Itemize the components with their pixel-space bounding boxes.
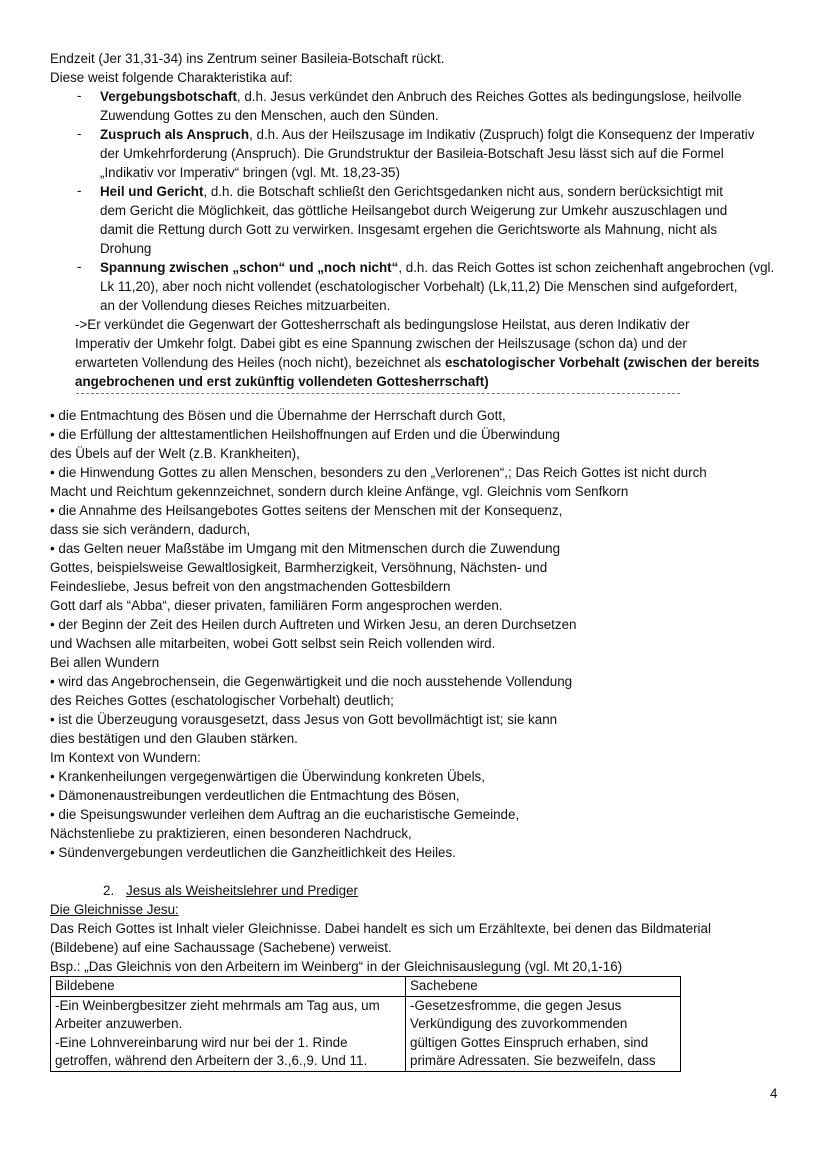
term: Zuspruch als Anspruch <box>100 127 250 142</box>
list-item-cont: dem Gericht die Möglichkeit, das göttliche Heilsangebot durch Weigerung zur Umkehr auszuschlagen und <box>100 203 728 218</box>
list-dash: - <box>77 126 82 141</box>
comparison-table <box>50 976 681 1072</box>
summary-line: Imperativ der Umkehr folgt. Dabei gibt es eine Spannung zwischen der Heilszusage (schon da) und der <box>75 336 687 351</box>
text-line: dass sie sich verändern, dadurch, <box>50 522 251 537</box>
text-line: • die Entmachtung des Bösen und die Übernahme der Herrschaft durch Gott, <box>50 408 506 423</box>
text-line: Feindesliebe, Jesus befreit von den angstmachenden Gottesbildern <box>50 579 451 594</box>
list-item-cont: Drohung <box>100 241 152 256</box>
list-item: Heil und Gericht, d.h. die Botschaft schließt den Gerichtsgedanken nicht aus, sondern berücksichtigt mit <box>100 184 723 199</box>
dashed-separator <box>76 393 680 394</box>
table-row <box>51 996 681 1071</box>
text-line: Im Kontext von Wundern: <box>50 750 201 765</box>
text-line: • Sündenvergebungen verdeutlichen die Ganzheitlichkeit des Heiles. <box>50 845 456 860</box>
text-line: dies bestätigen und den Glauben stärken. <box>50 731 298 746</box>
list-item: Vergebungsbotschaft, d.h. Jesus verkündet den Anbruch des Reiches Gottes als bedingungslose, heilvolle <box>100 89 742 104</box>
list-item-cont: Lk 11,20), aber noch nicht vollendet (eschatologischer Vorbehalt) (Lk,11,2) Die Menschen sind aufgefordert, <box>100 279 738 294</box>
text-line: • die Annahme des Heilsangebotes Gottes seitens der Menschen mit der Konsequenz, <box>50 503 563 518</box>
text-line: • Dämonenaustreibungen verdeutlichen die Entmachtung des Bösen, <box>50 788 460 803</box>
table-header-row <box>51 977 681 997</box>
intro-line: Endzeit (Jer 31,31-34) ins Zentrum seiner Basileia-Botschaft rückt. <box>50 51 445 66</box>
text-line: • Krankenheilungen vergegenwärtigen die Überwindung konkreten Übels, <box>50 769 485 784</box>
list-dash: - <box>77 183 82 198</box>
text-line: • wird das Angebrochensein, die Gegenwärtigkeit und die noch ausstehende Vollendung <box>50 674 573 689</box>
list-item-cont: der Umkehrforderung (Anspruch). Die Grundstruktur der Basileia-Botschaft Jesu lässt sich auf die Formel <box>100 146 724 161</box>
text-line: des Reiches Gottes (eschatologischer Vorbehalt) deutlich; <box>50 693 394 708</box>
page-number: 4 <box>770 1086 778 1101</box>
paragraph-line: Das Reich Gottes ist Inhalt vieler Gleichnisse. Dabei handelt es sich um Erzähltexte, bei denen das Bildmaterial <box>50 921 711 936</box>
text-line: • die Speisungswunder verleihen dem Auftrag an die eucharistische Gemeinde, <box>50 807 520 822</box>
list-item-cont: Zuwendung Gottes zu den Menschen, auch den Sünden. <box>100 108 439 123</box>
summary-line: ->Er verkündet die Gegenwart der Gottesherrschaft als bedingungslose Heilstat, aus deren Indikativ der <box>75 317 690 332</box>
text-line: • die Hinwendung Gottes zu allen Menschen, besonders zu den „Verlorenen“,; Das Reich Gottes ist nicht durch <box>50 465 707 480</box>
list-item: Spannung zwischen „schon“ und „noch nicht“, d.h. das Reich Gottes ist schon zeichenhaft angebrochen (vgl. <box>100 260 775 275</box>
list-dash: - <box>77 88 82 103</box>
term: Heil und Gericht <box>100 184 204 199</box>
text-line: und Wachsen alle mitarbeiten, wobei Gott selbst sein Reich vollenden wird. <box>50 636 496 651</box>
summary-line: angebrochenen und erst zukünftig vollendeten Gottesherrschaft) <box>75 374 489 389</box>
section-number: 2. <box>103 883 115 898</box>
list-item: Zuspruch als Anspruch, d.h. Aus der Heilszusage im Indikativ (Zuspruch) folgt die Konsequenz der Imperativ <box>100 127 755 142</box>
text-line: Gottes, beispielsweise Gewaltlosigkeit, Barmherzigkeit, Versöhnung, Nächsten- und <box>50 560 548 575</box>
subheading: Die Gleichnisse Jesu: <box>50 902 179 917</box>
text-line: • die Erfüllung der alttestamentlichen Heilshoffnungen auf Erden und die Überwindung <box>50 427 560 442</box>
list-item-cont: „Indikativ vor Imperativ“ bringen (vgl. Mt. 18,23-35) <box>100 165 400 180</box>
paragraph-line: (Bildebene) auf eine Sachaussage (Sachebene) verweist. <box>50 940 392 955</box>
table-cell: -Ein Weinbergbesitzer zieht mehrmals am Tag aus, um Arbeiter anzuwerben. -Eine Lohnvereinbarung wird nur bei der 1. Rinde getroffen, während den Arbeitern der 3.,6.,9. Und 11. <box>51 996 406 1071</box>
text-line: Macht und Reichtum gekennzeichnet, sondern durch kleine Anfänge, vgl. Gleichnis vom Senfkorn <box>50 484 629 499</box>
text-line: • der Beginn der Zeit des Heilen durch Auftreten und Wirken Jesu, an deren Durchsetzen <box>50 617 577 632</box>
text-line: • das Gelten neuer Maßstäbe im Umgang mit den Mitmenschen durch die Zuwendung <box>50 541 561 556</box>
bold-term: eschatologischer Vorbehalt (zwischen der bereits <box>444 355 760 370</box>
list-item-cont: damit die Rettung durch Gott zu verwirken. Insgesamt ergehen die Gerichtsworte als Mahnung, nicht als <box>100 222 718 237</box>
text-line: Gott darf als “Abba“, dieser privaten, familiären Form angesprochen werden. <box>50 598 503 613</box>
text-line: des Übels auf der Welt (z.B. Krankheiten), <box>50 446 300 461</box>
summary-line: erwarteten Vollendung des Heiles (noch nicht), bezeichnet als eschatologischer Vorbehalt (zwischen der bereits <box>75 355 760 370</box>
example-line: Bsp.: „Das Gleichnis von den Arbeitern im Weinberg“ in der Gleichnisauslegung (vgl. Mt 20,1-16) <box>50 959 623 974</box>
table-header: Bildebene <box>51 977 406 997</box>
intro-line: Diese weist folgende Charakteristika auf: <box>50 70 293 85</box>
table-cell: -Gesetzesfromme, die gegen Jesus Verkündigung des zuvorkommenden gültigen Gottes Einspruch erhaben, sind primäre Adressaten. Sie bezweifeln, dass <box>406 996 681 1071</box>
text-line: • ist die Überzeugung vorausgesetzt, dass Jesus von Gott bevollmächtigt ist; sie kann <box>50 712 558 727</box>
text-line: Nächstenliebe zu praktizieren, einen besonderen Nachdruck, <box>50 826 412 841</box>
text-line: Bei allen Wundern <box>50 655 160 670</box>
table-header: Sachebene <box>406 977 681 997</box>
section-heading: Jesus als Weisheitslehrer und Prediger <box>126 883 358 898</box>
term: Spannung zwischen „schon“ und „noch nicht“ <box>100 260 399 275</box>
term: Vergebungsbotschaft <box>100 89 237 104</box>
list-item-cont: an der Vollendung dieses Reiches mitzuarbeiten. <box>100 298 391 313</box>
list-dash: - <box>77 259 82 274</box>
